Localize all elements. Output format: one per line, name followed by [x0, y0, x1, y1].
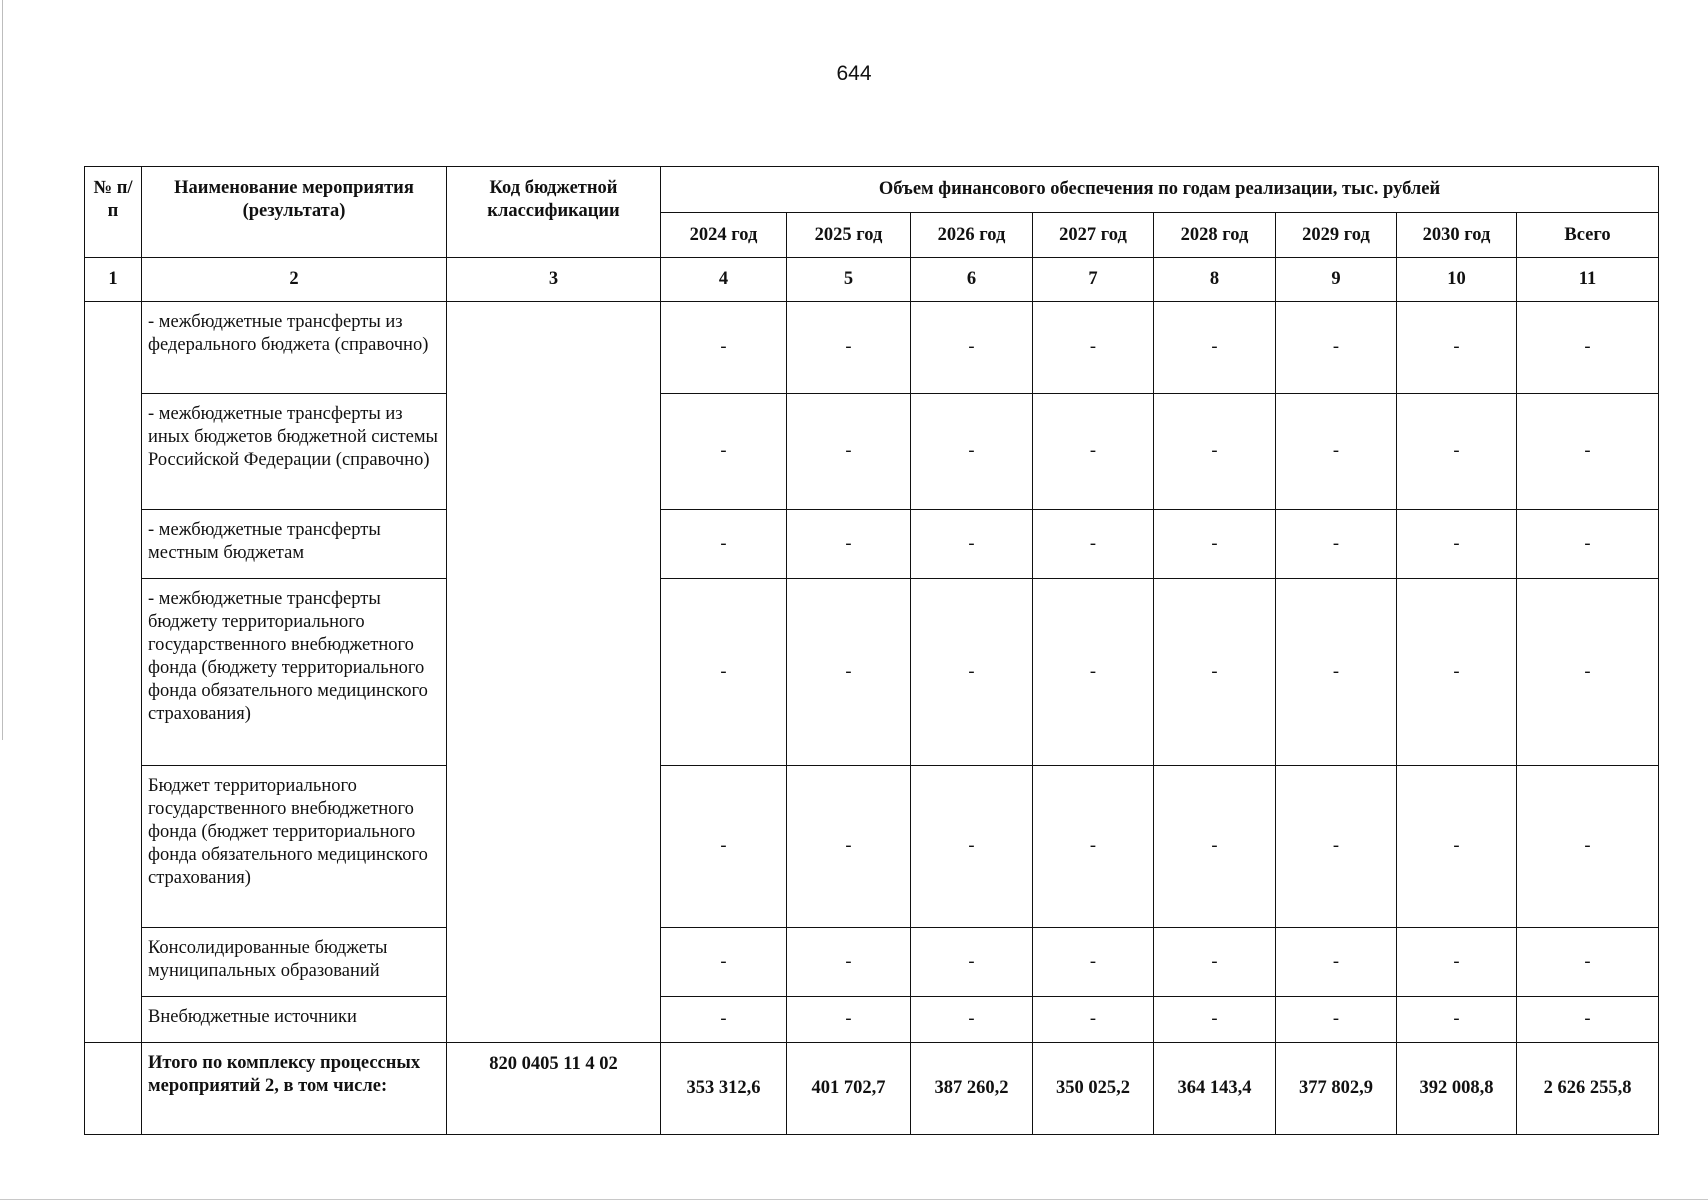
table-row [85, 766, 1659, 928]
page-number: 644 [836, 62, 872, 85]
value-cell: - [1154, 302, 1276, 394]
value-cell: - [1397, 394, 1517, 510]
total-value-cell: 353 312,6 [661, 1043, 787, 1135]
value-cell: - [911, 302, 1033, 394]
header-year: 2024 год [661, 213, 787, 258]
scan-edge-line [2, 0, 3, 740]
value-cell: - [1517, 997, 1659, 1043]
header-col-code: Код бюджетной классификации [447, 167, 661, 258]
value-cell: - [911, 928, 1033, 997]
value-cell: - [1154, 510, 1276, 579]
value-cell: - [1397, 997, 1517, 1043]
value-cell: - [661, 302, 787, 394]
value-cell: - [911, 997, 1033, 1043]
table-row [85, 997, 1659, 1043]
table-row [85, 510, 1659, 579]
header-year: 2025 год [787, 213, 911, 258]
value-cell: - [1033, 766, 1154, 928]
column-number: 2 [142, 258, 447, 302]
total-value-cell: 2 626 255,8 [1517, 1043, 1659, 1135]
value-cell: - [1397, 510, 1517, 579]
value-cell: - [1517, 928, 1659, 997]
value-cell: - [1397, 928, 1517, 997]
value-cell: - [1517, 302, 1659, 394]
row-name: - межбюджетные трансферты местным бюджетам [142, 510, 447, 579]
value-cell: - [1033, 579, 1154, 766]
row-name: - межбюджетные трансферты бюджету территориального государственного внебюджетного фонда (бюджету территориального фонда обязательного медицинского страхования) [142, 579, 447, 766]
row-number-cell-empty [85, 302, 142, 1043]
value-cell: - [1517, 766, 1659, 928]
row-name: Консолидированные бюджеты муниципальных образований [142, 928, 447, 997]
value-cell: - [1276, 997, 1397, 1043]
value-cell: - [1154, 766, 1276, 928]
value-cell: - [911, 766, 1033, 928]
value-cell: - [1276, 766, 1397, 928]
value-cell: - [787, 928, 911, 997]
table-row [85, 302, 1659, 394]
total-value-cell: 392 008,8 [1397, 1043, 1517, 1135]
value-cell: - [787, 997, 911, 1043]
value-cell: - [1154, 579, 1276, 766]
column-number: 5 [787, 258, 911, 302]
value-cell: - [1033, 302, 1154, 394]
value-cell: - [1033, 394, 1154, 510]
header-year: 2027 год [1033, 213, 1154, 258]
value-cell: - [1276, 928, 1397, 997]
value-cell: - [1517, 510, 1659, 579]
total-row-code: 820 0405 11 4 02 [447, 1043, 661, 1135]
value-cell: - [911, 579, 1033, 766]
total-row-number-empty [85, 1043, 142, 1135]
value-cell: - [661, 997, 787, 1043]
value-cell: - [1033, 510, 1154, 579]
column-number: 3 [447, 258, 661, 302]
value-cell: - [1154, 394, 1276, 510]
table-row [85, 928, 1659, 997]
header-col-volume: Объем финансового обеспечения по годам реализации, тыс. рублей [661, 167, 1659, 213]
value-cell: - [1517, 394, 1659, 510]
header-year: 2030 год [1397, 213, 1517, 258]
header-col-name: Наименование мероприятия (результата) [142, 167, 447, 258]
column-number: 9 [1276, 258, 1397, 302]
total-row-name: Итого по комплексу процессных мероприятий 2, в том числе: [142, 1043, 447, 1135]
value-cell: - [661, 766, 787, 928]
header-col-num: № п/п [85, 167, 142, 258]
value-cell: - [911, 510, 1033, 579]
value-cell: - [787, 766, 911, 928]
value-cell: - [1276, 302, 1397, 394]
total-row [85, 1043, 1659, 1135]
row-name: - межбюджетные трансферты из федерального бюджета (справочно) [142, 302, 447, 394]
value-cell: - [661, 928, 787, 997]
total-value-cell: 377 802,9 [1276, 1043, 1397, 1135]
value-cell: - [787, 510, 911, 579]
column-number: 11 [1517, 258, 1659, 302]
column-number: 4 [661, 258, 787, 302]
budget-table [84, 166, 1659, 1135]
value-cell: - [911, 394, 1033, 510]
value-cell: - [1276, 579, 1397, 766]
value-cell: - [661, 394, 787, 510]
header-row-1 [85, 167, 1659, 213]
value-cell: - [1033, 928, 1154, 997]
header-year: 2028 год [1154, 213, 1276, 258]
table-row [85, 579, 1659, 766]
value-cell: - [1154, 997, 1276, 1043]
header-year: 2026 год [911, 213, 1033, 258]
column-number: 7 [1033, 258, 1154, 302]
column-number: 10 [1397, 258, 1517, 302]
header-total: Всего [1517, 213, 1659, 258]
total-value-cell: 401 702,7 [787, 1043, 911, 1135]
header-year: 2029 год [1276, 213, 1397, 258]
value-cell: - [787, 394, 911, 510]
value-cell: - [661, 510, 787, 579]
table-row [85, 394, 1659, 510]
value-cell: - [661, 579, 787, 766]
row-name: - межбюджетные трансферты из иных бюджетов бюджетной системы Российской Федерации (справочно) [142, 394, 447, 510]
value-cell: - [1517, 579, 1659, 766]
value-cell: - [1397, 579, 1517, 766]
column-number: 8 [1154, 258, 1276, 302]
row-name: Внебюджетные источники [142, 997, 447, 1043]
column-number: 1 [85, 258, 142, 302]
value-cell: - [1033, 997, 1154, 1043]
column-number-row [85, 258, 1659, 302]
value-cell: - [1276, 510, 1397, 579]
value-cell: - [787, 579, 911, 766]
total-value-cell: 387 260,2 [911, 1043, 1033, 1135]
row-name: Бюджет территориального государственного внебюджетного фонда (бюджет территориального фонда обязательного медицинского страхования) [142, 766, 447, 928]
value-cell: - [1397, 766, 1517, 928]
value-cell: - [787, 302, 911, 394]
value-cell: - [1276, 394, 1397, 510]
total-value-cell: 364 143,4 [1154, 1043, 1276, 1135]
value-cell: - [1154, 928, 1276, 997]
total-value-cell: 350 025,2 [1033, 1043, 1154, 1135]
budget-code-cell-empty [447, 302, 661, 1043]
value-cell: - [1397, 302, 1517, 394]
column-number: 6 [911, 258, 1033, 302]
